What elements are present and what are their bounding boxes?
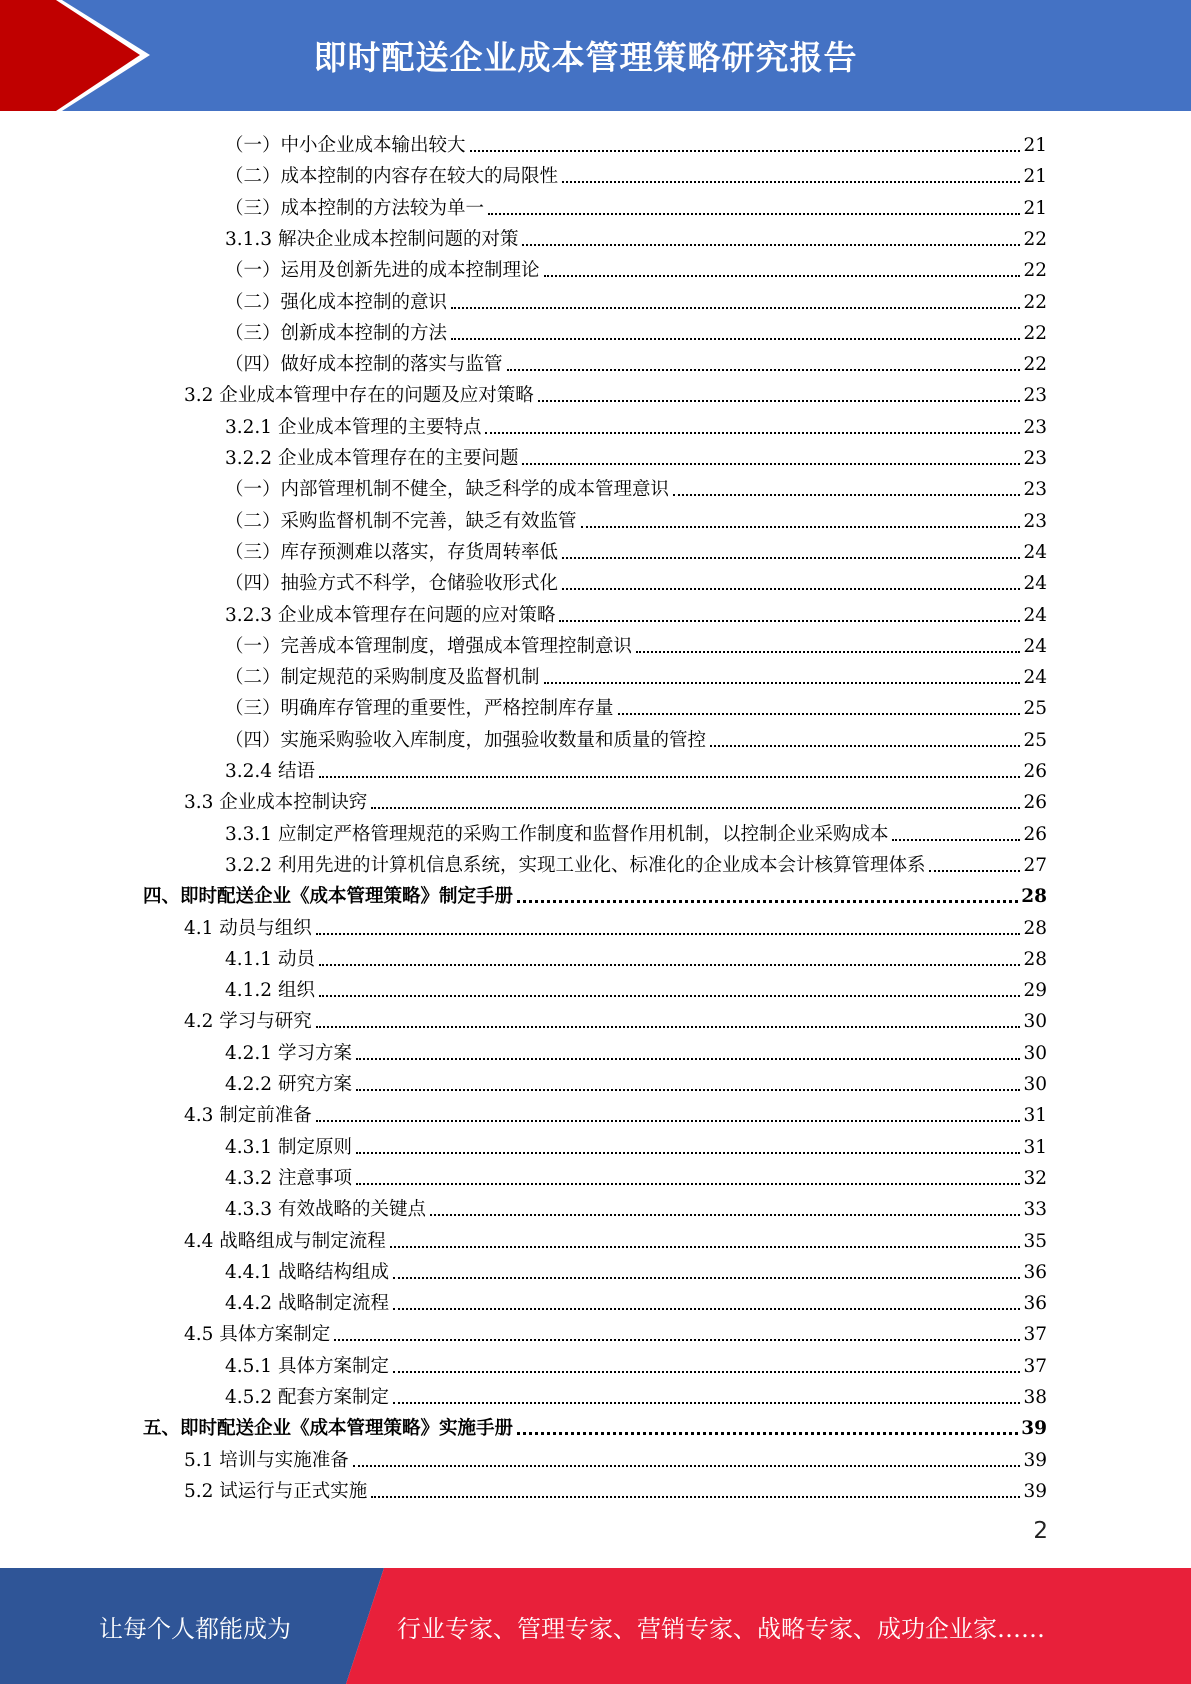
toc-entry[interactable]: [184, 1316, 1047, 1347]
toc-entry[interactable]: [184, 1097, 1047, 1128]
toc-dot-leader: [929, 869, 1020, 872]
toc-entry-page: 25: [1023, 698, 1047, 719]
toc-entry-page: 32: [1023, 1168, 1047, 1189]
toc-dot-leader: [319, 963, 1021, 966]
toc-entry[interactable]: [225, 1066, 1047, 1097]
toc-entry-label: （一）运用及创新先进的成本控制理论: [225, 260, 540, 281]
toc-entry[interactable]: [225, 1160, 1047, 1191]
toc-entry-label: （三）成本控制的方法较为单一: [225, 198, 485, 219]
toc-entry-label: 3.2.2 利用先进的计算机信息系统，实现工业化、标准化的企业成本会计核算管理体系: [225, 855, 926, 876]
toc-entry-page: 26: [1023, 824, 1047, 845]
toc-entry-page: 28: [1023, 949, 1047, 970]
toc-dot-leader: [451, 306, 1020, 309]
toc-entry[interactable]: [225, 221, 1047, 252]
toc-entry[interactable]: [225, 127, 1047, 158]
toc-entry-label: 5.1 培训与实施准备: [184, 1450, 349, 1471]
toc-entry[interactable]: [225, 284, 1047, 315]
toc-dot-leader: [316, 1025, 1021, 1028]
toc-dot-leader: [562, 587, 1020, 590]
toc-entry-page: 23: [1023, 511, 1047, 532]
header-chevron-decoration: [0, 0, 160, 111]
toc-entry-label: 4.5 具体方案制定: [184, 1324, 331, 1345]
toc-entry-page: 21: [1023, 198, 1047, 219]
header-banner: [0, 0, 1191, 111]
toc-entry[interactable]: [225, 440, 1047, 471]
toc-dot-leader: [673, 493, 1020, 496]
toc-entry-label: （一）内部管理机制不健全，缺乏科学的成本管理意识: [225, 479, 670, 500]
toc-dot-leader: [353, 1464, 1021, 1467]
toc-entry[interactable]: [184, 1442, 1047, 1473]
toc-entry[interactable]: [225, 628, 1047, 659]
toc-entry-page: 35: [1023, 1231, 1047, 1252]
toc-entry-page: 39: [1023, 1481, 1047, 1502]
toc-entry-page: 29: [1023, 980, 1047, 1001]
toc-entry[interactable]: [225, 252, 1047, 283]
toc-dot-leader: [507, 368, 1021, 371]
toc-dot-leader: [559, 619, 1020, 622]
footer-slogan-right: 行业专家、管理专家、营销专家、战略专家、成功企业家……: [397, 1614, 1045, 1643]
toc-entry-page: 23: [1023, 479, 1047, 500]
toc-dot-leader: [430, 1213, 1020, 1216]
toc-dot-leader: [892, 838, 1020, 841]
toc-dot-leader: [562, 556, 1020, 559]
toc-entry-label: 3.2.3 企业成本管理存在问题的应对策略: [225, 605, 556, 626]
toc-entry-label: （四）做好成本控制的落实与监管: [225, 354, 503, 375]
toc-entry[interactable]: [225, 753, 1047, 784]
toc-entry-label: （三）明确库存管理的重要性，严格控制库存量: [225, 698, 614, 719]
toc-entry-page: 22: [1023, 292, 1047, 313]
toc-entry-label: （二）成本控制的内容存在较大的局限性: [225, 166, 559, 187]
toc-dot-leader: [544, 274, 1021, 277]
toc-entry-page: 25: [1023, 730, 1047, 751]
toc-dot-leader: [618, 712, 1021, 715]
toc-entry-page: 39: [1023, 1450, 1047, 1471]
toc-entry-page: 33: [1023, 1199, 1047, 1220]
toc-entry[interactable]: [225, 941, 1047, 972]
toc-entry-label: （二）采购监督机制不完善，缺乏有效监管: [225, 511, 577, 532]
toc-entry-label: 3.2.1 企业成本管理的主要特点: [225, 417, 482, 438]
toc-entry[interactable]: [225, 690, 1047, 721]
toc-entry[interactable]: [225, 722, 1047, 753]
page-number: 2: [1033, 1518, 1048, 1544]
toc-entry-page: 22: [1023, 229, 1047, 250]
toc-entry-page: 24: [1023, 605, 1047, 626]
toc-dot-leader: [581, 525, 1021, 528]
toc-entry-page: 24: [1023, 667, 1047, 688]
footer-slogan-left: 让每个人都能成为: [99, 1614, 291, 1643]
toc-entry-page: 26: [1023, 761, 1047, 782]
toc-entry[interactable]: [225, 190, 1047, 221]
toc-entry-label: （四）实施采购验收入库制度，加强验收数量和质量的管控: [225, 730, 707, 751]
toc-entry-label: 4.4.2 战略制定流程: [225, 1293, 389, 1314]
toc-entry-page: 24: [1023, 636, 1047, 657]
toc-dot-leader: [393, 1307, 1020, 1310]
toc-entry-label: 4.3.2 注意事项: [225, 1168, 352, 1189]
toc-entry-page: 37: [1023, 1356, 1047, 1377]
footer-banner: [0, 1568, 1191, 1684]
toc-dot-leader: [356, 1151, 1021, 1154]
toc-dot-leader: [356, 1182, 1021, 1185]
toc-entry[interactable]: [225, 409, 1047, 440]
toc-dot-leader: [544, 681, 1021, 684]
toc-entry[interactable]: [225, 503, 1047, 534]
toc-entry[interactable]: [225, 534, 1047, 565]
toc-entry-label: 4.2.2 研究方案: [225, 1074, 352, 1095]
toc-dot-leader: [393, 1370, 1020, 1373]
toc-dot-leader: [371, 806, 1020, 809]
toc-entry-label: 4.4 战略组成与制定流程: [184, 1231, 386, 1252]
toc-entry-label: （四）抽验方式不科学，仓储验收形式化: [225, 573, 559, 594]
toc-entry[interactable]: [184, 784, 1047, 815]
toc-dot-leader: [485, 431, 1020, 434]
toc-entry-label: 4.1.1 动员: [225, 949, 315, 970]
toc-dot-leader: [371, 1495, 1020, 1498]
toc-entry-label: 四、即时配送企业《成本管理策略》制定手册: [143, 886, 514, 907]
toc-entry[interactable]: [225, 1129, 1047, 1160]
toc-entry[interactable]: [225, 816, 1047, 847]
toc-dot-leader: [636, 650, 1020, 653]
toc-entry[interactable]: [225, 1348, 1047, 1379]
toc-entry-label: 3.3 企业成本控制诀窍: [184, 792, 368, 813]
toc-entry-label: （三）创新成本控制的方法: [225, 323, 448, 344]
toc-entry-label: 五、即时配送企业《成本管理策略》实施手册: [143, 1418, 514, 1439]
toc-entry-page: 23: [1023, 448, 1047, 469]
toc-entry-page: 39: [1021, 1418, 1047, 1439]
toc-entry-label: 5.2 试运行与正式实施: [184, 1481, 368, 1502]
toc-dot-leader: [356, 1088, 1021, 1091]
toc-entry-page: 30: [1023, 1011, 1047, 1032]
toc-entry-label: 3.3.1 应制定严格管理规范的采购工作制度和监督作用机制，以控制企业采购成本: [225, 824, 889, 845]
toc-dot-leader: [488, 212, 1020, 215]
toc-dot-leader: [319, 775, 1021, 778]
toc-entry-label: 3.2.4 结语: [225, 761, 315, 782]
toc-entry-page: 30: [1023, 1074, 1047, 1095]
toc-entry[interactable]: [184, 1473, 1047, 1504]
toc-entry-label: （二）强化成本控制的意识: [225, 292, 448, 313]
toc-entry[interactable]: [225, 1035, 1047, 1066]
toc-entry-label: 4.1.2 组织: [225, 980, 315, 1001]
toc-entry-page: 27: [1023, 855, 1047, 876]
toc-entry[interactable]: [143, 878, 1047, 909]
toc-dot-leader: [522, 243, 1020, 246]
toc-entry-label: 3.2 企业成本管理中存在的问题及应对策略: [184, 385, 534, 406]
toc-dot-leader: [710, 744, 1020, 747]
toc-dot-leader: [316, 932, 1021, 935]
toc-entry-page: 22: [1023, 323, 1047, 344]
toc-entry[interactable]: [184, 1003, 1047, 1034]
toc-dot-leader: [470, 149, 1021, 152]
toc-entry-page: 31: [1023, 1137, 1047, 1158]
toc-entry-label: 4.5.2 配套方案制定: [225, 1387, 389, 1408]
toc-entry-page: 26: [1023, 792, 1047, 813]
toc-dot-leader: [451, 337, 1020, 340]
toc-entry-label: 4.3 制定前准备: [184, 1105, 312, 1126]
toc-entry-label: 4.2 学习与研究: [184, 1011, 312, 1032]
toc-entry-label: （二）制定规范的采购制度及监督机制: [225, 667, 540, 688]
toc-entry-page: 24: [1023, 573, 1047, 594]
toc-entry-page: 22: [1023, 260, 1047, 281]
toc-dot-leader: [393, 1276, 1020, 1279]
document-title: 即时配送企业成本管理策略研究报告: [313, 38, 858, 77]
toc-entry-page: 36: [1023, 1262, 1047, 1283]
toc-dot-leader: [517, 1431, 1018, 1435]
toc-entry-page: 23: [1023, 417, 1047, 438]
toc-entry-page: 31: [1023, 1105, 1047, 1126]
toc-dot-leader: [356, 1057, 1021, 1060]
toc-entry[interactable]: [225, 597, 1047, 628]
toc-entry[interactable]: [143, 1410, 1047, 1441]
toc-entry-page: 36: [1023, 1293, 1047, 1314]
toc-entry[interactable]: [184, 910, 1047, 941]
toc-entry[interactable]: [225, 1191, 1047, 1222]
toc-entry[interactable]: [225, 346, 1047, 377]
toc-dot-leader: [517, 899, 1018, 903]
toc-entry[interactable]: [225, 158, 1047, 189]
toc-entry-label: 4.1 动员与组织: [184, 918, 312, 939]
toc-entry-page: 23: [1023, 385, 1047, 406]
toc-dot-leader: [522, 462, 1020, 465]
toc-dot-leader: [393, 1401, 1020, 1404]
toc-entry[interactable]: [225, 659, 1047, 690]
toc-entry[interactable]: [225, 315, 1047, 346]
toc-entry[interactable]: [225, 1285, 1047, 1316]
toc-dot-leader: [334, 1338, 1020, 1341]
toc-entry-page: 21: [1023, 166, 1047, 187]
toc-entry[interactable]: [225, 847, 1047, 878]
toc-entry[interactable]: [225, 972, 1047, 1003]
toc-entry-page: 24: [1023, 542, 1047, 563]
toc-entry[interactable]: [184, 377, 1047, 408]
toc-dot-leader: [316, 1119, 1021, 1122]
toc-entry-label: 4.2.1 学习方案: [225, 1043, 352, 1064]
toc-entry[interactable]: [225, 471, 1047, 502]
toc-entry-label: （一）中小企业成本输出较大: [225, 135, 466, 156]
toc-entry[interactable]: [184, 1223, 1047, 1254]
toc-entry[interactable]: [225, 1254, 1047, 1285]
toc-entry-page: 28: [1021, 886, 1047, 907]
toc-dot-leader: [538, 399, 1021, 402]
toc-entry-page: 38: [1023, 1387, 1047, 1408]
toc-entry[interactable]: [225, 565, 1047, 596]
toc-entry-label: 4.3.3 有效战略的关键点: [225, 1199, 426, 1220]
toc-entry-page: 28: [1023, 918, 1047, 939]
toc-entry-page: 30: [1023, 1043, 1047, 1064]
toc-entry-page: 22: [1023, 354, 1047, 375]
toc-entry-label: （一）完善成本管理制度，增强成本管理控制意识: [225, 636, 633, 657]
toc-entry[interactable]: [225, 1379, 1047, 1410]
toc-dot-leader: [390, 1245, 1021, 1248]
toc-entry-page: 37: [1023, 1324, 1047, 1345]
toc-entry-label: 3.1.3 解决企业成本控制问题的对策: [225, 229, 519, 250]
toc-entry-page: 21: [1023, 135, 1047, 156]
toc-entry-label: 4.4.1 战略结构组成: [225, 1262, 389, 1283]
toc-dot-leader: [319, 994, 1021, 997]
toc-entry-label: （三）库存预测难以落实，存货周转率低: [225, 542, 559, 563]
toc-dot-leader: [562, 180, 1020, 183]
toc-entry-label: 3.2.2 企业成本管理存在的主要问题: [225, 448, 519, 469]
toc-entry-label: 4.3.1 制定原则: [225, 1137, 352, 1158]
toc-entry-label: 4.5.1 具体方案制定: [225, 1356, 389, 1377]
